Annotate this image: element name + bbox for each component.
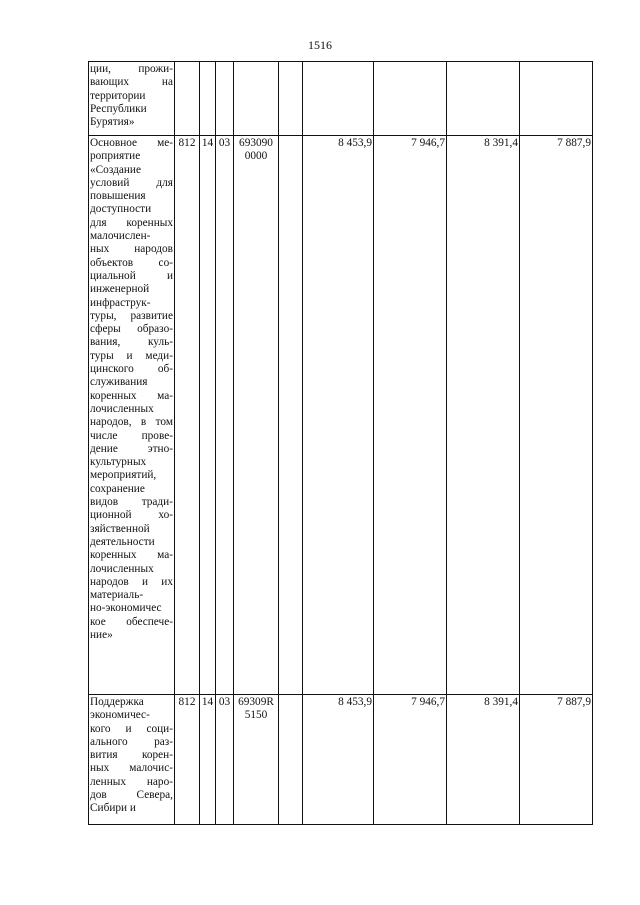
row-name-cell — [89, 62, 175, 136]
row-name-line: ции, прожи- — [90, 63, 173, 75]
target-article-cell: 69309R 5150 — [234, 695, 279, 825]
row-name-line: туры, развитие — [90, 309, 173, 322]
row-name-line: территории — [90, 89, 146, 102]
row-name-line: условий для — [90, 176, 173, 189]
row-name-line: ального раз- — [90, 735, 173, 748]
amount-cell-3: 8 391,4 — [447, 136, 520, 695]
target-article-cell — [234, 62, 279, 136]
ministry-code-cell: 812 — [175, 136, 200, 695]
row-name-line: но-экономичес — [90, 602, 162, 615]
section-code-cell: 14 — [200, 695, 216, 825]
row-name-line: зяйственной — [90, 522, 150, 535]
row-name-line: роприятие — [90, 150, 141, 163]
row-name-line: для коренных — [90, 216, 173, 229]
amount-cell-4: 7 887,9 — [520, 695, 593, 825]
row-name-line: народов и их — [90, 575, 173, 588]
row-name-line: Сибири и — [90, 802, 136, 815]
row-name-line: народов, в том — [90, 416, 173, 429]
row-name-line: Республики — [90, 102, 147, 115]
amount-cell-1: 8 453,9 — [303, 136, 374, 695]
ministry-code-cell: 812 — [175, 695, 200, 825]
row-name-line: Основное ме- — [90, 137, 173, 149]
amount-cell-3 — [447, 62, 520, 136]
amount-cell-4: 7 887,9 — [520, 136, 593, 695]
row-name-line: «Создание — [90, 163, 141, 176]
row-name-line: деятельности — [90, 535, 155, 548]
row-name-line: повышения — [90, 190, 146, 203]
amount-cell-1: 8 453,9 — [303, 695, 374, 825]
row-name-line: кое обеспече- — [90, 615, 173, 628]
row-name-line: культурных — [90, 456, 147, 469]
section-code-cell — [200, 62, 216, 136]
row-name-line: доступности — [90, 203, 152, 216]
row-name-line: сферы образо- — [90, 323, 173, 336]
row-name-line: мероприятий, — [90, 469, 157, 482]
row-name-line: экономичес- — [90, 709, 150, 722]
row-name-line: Бурятия» — [90, 116, 135, 129]
subsection-code-cell: 03 — [216, 695, 234, 825]
amount-cell-1 — [303, 62, 374, 136]
row-name-line: туры и меди- — [90, 349, 173, 362]
row-name-line: служивания — [90, 376, 148, 389]
page-number: 1516 — [308, 38, 332, 52]
row-name-line: лочисленных — [90, 562, 154, 575]
expense-type-cell — [279, 136, 303, 695]
row-name-line: вающих на — [90, 76, 173, 89]
row-name-line: инженерной — [90, 283, 150, 296]
row-name-cell — [89, 695, 175, 825]
row-name-line: дов Севера, — [90, 789, 173, 802]
row-name-line: числе прове- — [90, 429, 173, 442]
ministry-code-cell — [175, 62, 200, 136]
row-name-line: коренных ма- — [90, 549, 173, 562]
row-name-line: дение этно- — [90, 442, 173, 455]
row-name-line: ных малочис- — [90, 762, 173, 775]
row-name-line: инфраструк- — [90, 296, 151, 309]
row-name-line: цинского об- — [90, 363, 173, 376]
amount-cell-2: 7 946,7 — [374, 136, 447, 695]
row-name-line: циальной и — [90, 269, 173, 282]
table-row — [89, 695, 593, 825]
amount-cell-3: 8 391,4 — [447, 695, 520, 825]
row-name-line: кого и соци- — [90, 722, 173, 735]
row-name-line: сохранение — [90, 482, 145, 495]
subsection-code-cell — [216, 62, 234, 136]
row-name-line: ционной хо- — [90, 509, 173, 522]
target-article-cell: 693090 0000 — [234, 136, 279, 695]
row-name-cell — [89, 136, 175, 695]
amount-cell-2 — [374, 62, 447, 136]
subsection-code-cell: 03 — [216, 136, 234, 695]
row-name-line: ние» — [90, 628, 113, 641]
row-name-line: материаль- — [90, 589, 144, 602]
row-name-line: лочисленных — [90, 402, 154, 415]
row-name-line: коренных ма- — [90, 389, 173, 402]
section-code-cell: 14 — [200, 136, 216, 695]
row-name-line: ных народов — [90, 243, 173, 256]
row-name-line: вания, куль- — [90, 336, 173, 349]
row-name-line: Поддержка — [90, 696, 144, 708]
row-name-line: видов тради- — [90, 496, 173, 509]
expense-type-cell — [279, 62, 303, 136]
row-name-line: объектов со- — [90, 256, 173, 269]
table-row — [89, 62, 593, 136]
expense-type-cell — [279, 695, 303, 825]
table-row — [89, 136, 593, 695]
amount-cell-4 — [520, 62, 593, 136]
amount-cell-2: 7 946,7 — [374, 695, 447, 825]
row-name-line: ленных наро- — [90, 775, 173, 788]
row-name-line: вития корен- — [90, 749, 173, 762]
budget-table — [88, 61, 593, 825]
row-name-line: малочислен- — [90, 230, 151, 243]
